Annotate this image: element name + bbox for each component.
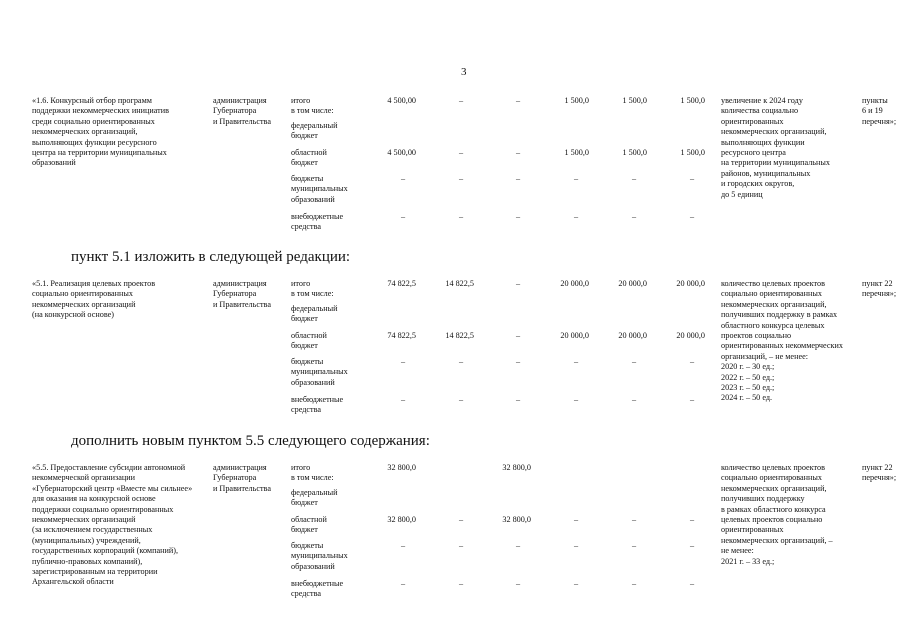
row-reference: пункты 6 и 19 перечня»; (862, 96, 897, 126)
funding-value: – (573, 541, 579, 550)
section-heading: пункт 5.1 изложить в следующей редакции: (71, 249, 351, 265)
row-result: количество целевых проектов социально ориентированных некоммерческих организаций, получивших поддержку в рамках областного конкурса целевых проектов социально ориентированных некоммерческих организаций, – не менее: 2020 г. – 30 ед.; 2022 г. – 50 ед.; 2023 г. – 50 ед.; 2024 г. – 50 ед. (721, 279, 843, 403)
funding-value: – (689, 212, 695, 221)
funding-value: – (458, 515, 464, 524)
funding-value: – (689, 395, 695, 404)
funding-value: 1 500,0 (680, 96, 705, 105)
funding-value: – (631, 212, 637, 221)
funding-value: – (689, 579, 695, 588)
funding-value: – (458, 174, 464, 183)
funding-value: – (689, 515, 695, 524)
funding-value: 32 800,0 (502, 515, 531, 524)
funding-value: 1 500,0 (564, 96, 589, 105)
funding-source: бюджеты муниципальных образований (291, 357, 348, 387)
funding-value: – (573, 174, 579, 183)
funding-value: 14 822,5 (445, 331, 474, 340)
funding-value: – (515, 96, 521, 105)
funding-value: 1 500,0 (622, 148, 647, 157)
funding-value: – (573, 212, 579, 221)
funding-source: областной бюджет (291, 148, 327, 168)
row-executor: администрация Губернатора и Правительства (213, 96, 271, 126)
row-reference: пункт 22 перечня»; (862, 463, 897, 483)
funding-value: – (631, 357, 637, 366)
row-result: увеличение к 2024 году количества социально ориентированных некоммерческих организаций, выполняющих функции ресурсного центра на территории муниципальных районов, муниципальных и городских округов, до 5 единиц (721, 96, 830, 199)
row-executor: администрация Губернатора и Правительства (213, 463, 271, 493)
funding-value: – (458, 148, 464, 157)
funding-value: – (515, 395, 521, 404)
funding-value: – (631, 174, 637, 183)
funding-value: – (515, 331, 521, 340)
funding-value: 20 000,0 (676, 279, 705, 288)
funding-value: – (515, 279, 521, 288)
funding-value: 1 500,0 (564, 148, 589, 157)
funding-value: – (458, 357, 464, 366)
funding-value: – (400, 212, 406, 221)
funding-value: – (573, 515, 579, 524)
row-reference: пункт 22 перечня»; (862, 279, 897, 299)
row-name: «5.5. Предоставление субсидии автономной некоммерческой организации «Губернаторский центр «Вместе мы сильнее» для оказания на конкурсной основе поддержки социально ориентированных некоммерческих организаций (за исключением государственных (муниципальных) учреждений, государственных корпораций (компаний), публично-правовых компаний), зарегистрированным на территории Архангельской области (32, 463, 193, 587)
funding-source: федеральный бюджет (291, 304, 338, 324)
funding-source: федеральный бюджет (291, 488, 338, 508)
funding-value: 74 822,5 (387, 331, 416, 340)
funding-value: 1 500,0 (622, 96, 647, 105)
funding-value: 32 800,0 (387, 515, 416, 524)
funding-value: – (458, 395, 464, 404)
funding-value: 4 500,00 (387, 148, 416, 157)
funding-source: федеральный бюджет (291, 121, 338, 141)
row-executor: администрация Губернатора и Правительства (213, 279, 271, 309)
funding-value: – (400, 395, 406, 404)
funding-value: – (458, 212, 464, 221)
funding-value: 32 800,0 (387, 463, 416, 472)
funding-value: 4 500,00 (387, 96, 416, 105)
funding-value: 20 000,0 (618, 331, 647, 340)
funding-source: бюджеты муниципальных образований (291, 541, 348, 571)
funding-value: 1 500,0 (680, 148, 705, 157)
row-result: количество целевых проектов социально ориентированных некоммерческих организаций, получивших поддержку в рамках областного конкурса целевых проектов социально ориентированных некоммерческих организаций, – не менее: 2021 г. – 33 ед.; (721, 463, 833, 566)
funding-value: – (515, 579, 521, 588)
row-name: «5.1. Реализация целевых проектов социально ориентированных некоммерческих организаций (на конкурсной основе) (32, 279, 156, 320)
section-heading: дополнить новым пунктом 5.5 следующего содержания: (71, 433, 430, 449)
funding-value: – (689, 357, 695, 366)
funding-value: – (515, 174, 521, 183)
funding-value: – (400, 579, 406, 588)
funding-value: – (515, 148, 521, 157)
funding-value: – (689, 174, 695, 183)
funding-source: областной бюджет (291, 515, 327, 535)
funding-source: итого в том числе: (291, 463, 334, 483)
funding-value: – (400, 174, 406, 183)
funding-value: 14 822,5 (445, 279, 474, 288)
funding-value: – (689, 541, 695, 550)
funding-source: внебюджетные средства (291, 212, 344, 232)
row-name: «1.6. Конкурсный отбор программ поддержки некоммерческих инициатив среди социально ориентированных некоммерческих организаций, выполняющих функции ресурсного центра на территории муниципальных образований (32, 96, 170, 168)
funding-value: 20 000,0 (618, 279, 647, 288)
funding-value: – (631, 395, 637, 404)
funding-value: – (573, 395, 579, 404)
funding-source: внебюджетные средства (291, 395, 344, 415)
funding-value: – (631, 579, 637, 588)
funding-value: – (400, 357, 406, 366)
funding-value: 32 800,0 (502, 463, 531, 472)
funding-value: – (573, 579, 579, 588)
funding-value: 20 000,0 (560, 279, 589, 288)
funding-value: 20 000,0 (676, 331, 705, 340)
funding-source: бюджеты муниципальных образований (291, 174, 348, 204)
funding-value: – (458, 96, 464, 105)
funding-value: – (515, 541, 521, 550)
funding-value: – (400, 541, 406, 550)
funding-value: – (631, 541, 637, 550)
funding-value: – (515, 357, 521, 366)
funding-value: – (515, 212, 521, 221)
funding-source: внебюджетные средства (291, 579, 344, 599)
funding-value: 20 000,0 (560, 331, 589, 340)
funding-value: – (458, 579, 464, 588)
funding-source: итого в том числе: (291, 96, 334, 116)
funding-source: областной бюджет (291, 331, 327, 351)
page-number: 3 (461, 66, 467, 78)
funding-value: – (458, 541, 464, 550)
funding-value: – (573, 357, 579, 366)
funding-value: – (631, 515, 637, 524)
funding-value: 74 822,5 (387, 279, 416, 288)
funding-source: итого в том числе: (291, 279, 334, 299)
